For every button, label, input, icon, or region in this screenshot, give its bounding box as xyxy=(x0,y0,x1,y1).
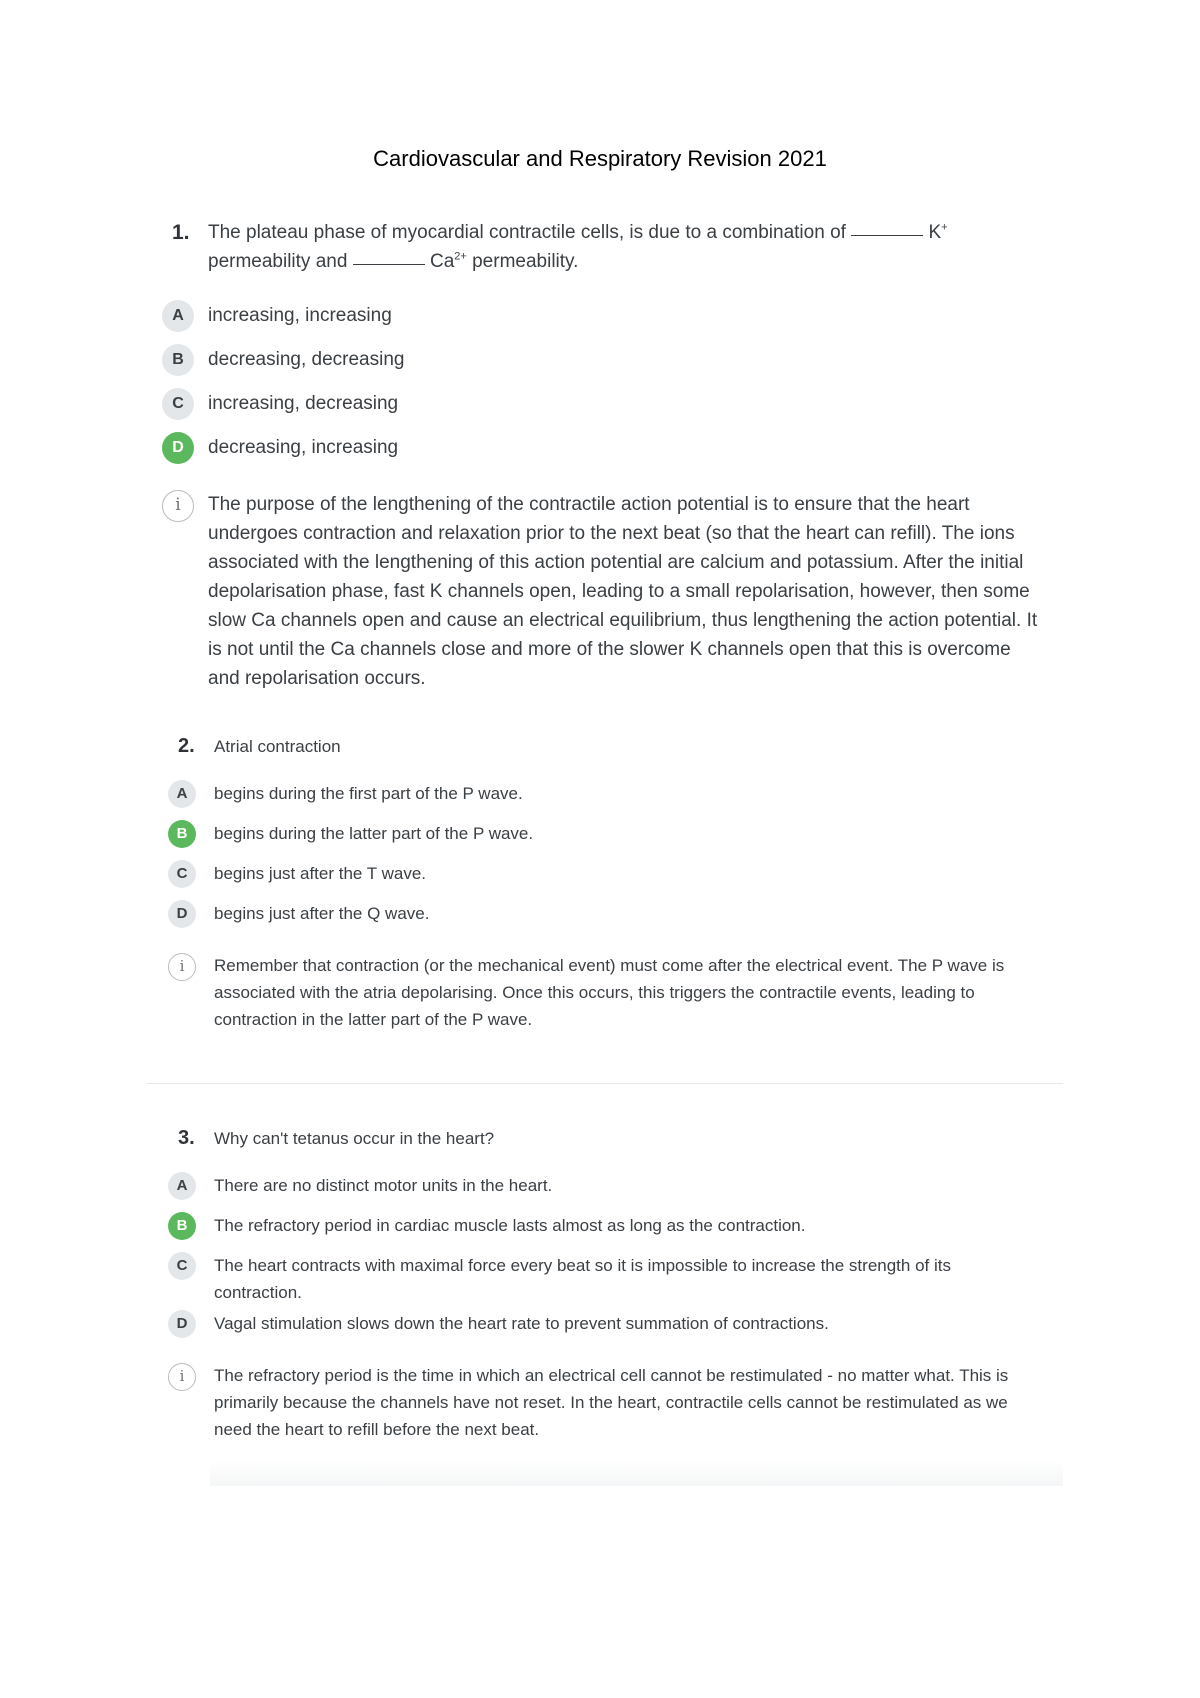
answer-blank xyxy=(353,264,425,265)
option-d[interactable] xyxy=(168,1310,1038,1350)
section-divider xyxy=(147,1083,1063,1084)
option-text: increasing, decreasing xyxy=(208,393,399,414)
option-a[interactable] xyxy=(168,780,1038,820)
info-icon: i xyxy=(162,490,194,522)
question-number: 1. xyxy=(172,221,190,244)
question-3 xyxy=(168,1125,1038,1443)
explanation xyxy=(168,952,1038,1033)
option-letter-badge: D xyxy=(168,1310,196,1338)
option-d[interactable] xyxy=(168,900,1038,940)
option-letter-badge: C xyxy=(168,1252,196,1280)
option-text: begins during the first part of the P wave. xyxy=(214,784,523,803)
option-text: begins during the latter part of the P wave. xyxy=(214,824,534,843)
stem-k-sup: + xyxy=(941,221,948,234)
option-letter-badge-correct: B xyxy=(168,820,196,848)
option-letter-badge: A xyxy=(168,780,196,808)
question-text xyxy=(208,218,1042,276)
option-letter-badge-correct: B xyxy=(168,1212,196,1240)
info-icon: i xyxy=(168,953,196,981)
option-b[interactable] xyxy=(168,820,1038,860)
question-stem xyxy=(162,218,1042,276)
option-d[interactable] xyxy=(162,432,1042,476)
options-list xyxy=(162,300,1042,476)
option-text: The refractory period in cardiac muscle lasts almost as long as the contraction. xyxy=(214,1216,806,1235)
options-list xyxy=(168,1172,1038,1350)
option-c[interactable] xyxy=(168,860,1038,900)
options-list xyxy=(168,780,1038,940)
option-text: The heart contracts with maximal force every beat so it is impossible to increase the strength of its contraction. xyxy=(214,1256,951,1302)
question-stem xyxy=(168,733,1038,760)
option-text: decreasing, decreasing xyxy=(208,349,405,370)
option-letter-badge: B xyxy=(162,344,194,376)
bottom-fade xyxy=(210,1460,1063,1486)
question-text: Atrial contraction xyxy=(214,737,341,756)
option-c[interactable] xyxy=(162,388,1042,432)
question-1 xyxy=(162,218,1042,693)
option-letter-badge: A xyxy=(162,300,194,332)
stem-ca-sup: 2+ xyxy=(454,250,467,263)
option-c[interactable] xyxy=(168,1252,1038,1310)
stem-part-1: The plateau phase of myocardial contractile cells, is due to a combination of xyxy=(208,222,846,243)
question-number: 3. xyxy=(178,1127,195,1149)
explanation-text: The purpose of the lengthening of the contractile action potential is to ensure that the heart undergoes contraction and relaxation prior to the next beat (so that the heart can refill). The ions associated with the lengthening of this action potential are calcium and potassium. After the initial depolarisation phase, fast K channels open, leading to a small repolarisation, however, then some slow Ca channels open and cause an electrical equilibrium, thus lengthening the action potential. It is not until the Ca channels close and more of the slower K channels open that this is overcome and repolarisation occurs. xyxy=(208,494,1038,689)
option-b[interactable] xyxy=(168,1212,1038,1252)
option-b[interactable] xyxy=(162,344,1042,388)
option-text: decreasing, increasing xyxy=(208,437,399,458)
explanation-text: The refractory period is the time in which an electrical cell cannot be restimulated - no matter what. This is primarily because the channels have not reset. In the heart, contractile cells cannot be restimulated as we need the heart to refill before the next beat. xyxy=(214,1366,1009,1439)
option-text: There are no distinct motor units in the heart. xyxy=(214,1176,553,1195)
stem-part-2: permeability and xyxy=(208,251,348,272)
option-text: increasing, increasing xyxy=(208,305,392,326)
explanation-text: Remember that contraction (or the mechanical event) must come after the electrical event. The P wave is associated with the atria depolarising. Once this occurs, this triggers the contractile events, leading to contraction in the latter part of the P wave. xyxy=(214,956,1005,1029)
explanation xyxy=(162,490,1042,693)
option-letter-badge: C xyxy=(162,388,194,420)
question-text: Why can't tetanus occur in the heart? xyxy=(214,1129,495,1148)
info-icon: i xyxy=(168,1363,196,1391)
question-number: 2. xyxy=(178,735,195,757)
option-a[interactable] xyxy=(168,1172,1038,1212)
question-2 xyxy=(168,733,1038,1033)
option-a[interactable] xyxy=(162,300,1042,344)
option-letter-badge: A xyxy=(168,1172,196,1200)
page-title: Cardiovascular and Respiratory Revision 2021 xyxy=(373,146,827,171)
question-stem xyxy=(168,1125,1038,1152)
option-text: begins just after the Q wave. xyxy=(214,904,430,923)
option-letter-badge-correct: D xyxy=(162,432,194,464)
explanation xyxy=(168,1362,1038,1443)
option-text: Vagal stimulation slows down the heart rate to prevent summation of contractions. xyxy=(214,1314,829,1333)
option-letter-badge: C xyxy=(168,860,196,888)
stem-part-3: permeability. xyxy=(472,251,579,272)
option-text: begins just after the T wave. xyxy=(214,864,426,883)
stem-ca: Ca xyxy=(429,251,455,272)
option-letter-badge: D xyxy=(168,900,196,928)
answer-blank xyxy=(851,235,923,236)
stem-k: K xyxy=(928,222,942,243)
